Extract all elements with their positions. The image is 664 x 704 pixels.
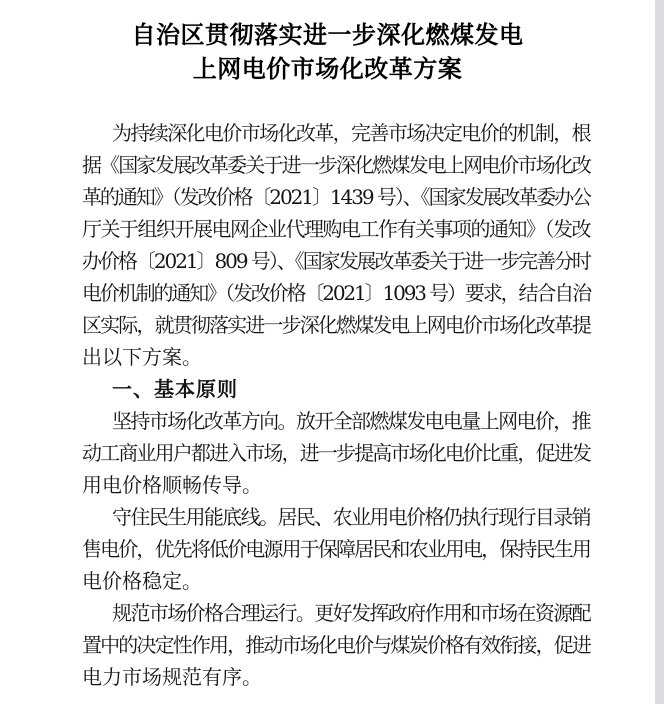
section-heading bbox=[82, 373, 590, 405]
text-line-content: 区实际，就贯彻落实进一步深化燃煤发电上网电价市场化改革提 bbox=[82, 313, 590, 337]
text-line bbox=[82, 277, 590, 309]
text-line bbox=[82, 629, 590, 661]
text-line bbox=[82, 213, 590, 245]
text-line-content: 置中的决定性作用，推动市场化电价与煤炭价格有效衔接，促进 bbox=[82, 633, 590, 657]
text-line bbox=[82, 117, 590, 149]
text-line-content: 一、基本原则 bbox=[112, 377, 238, 401]
text-line bbox=[82, 181, 590, 213]
document-body bbox=[82, 117, 590, 693]
text-line bbox=[82, 437, 590, 469]
text-line bbox=[82, 501, 590, 533]
text-line bbox=[82, 149, 590, 181]
text-line-content: 电力市场规范有序。 bbox=[82, 665, 262, 689]
text-line-content: 为持续深化电价市场化改革，完善市场决定电价的机制，根 bbox=[112, 121, 590, 145]
document-title bbox=[0, 0, 655, 86]
right-gutter bbox=[655, 0, 664, 704]
text-line bbox=[82, 533, 590, 565]
text-line bbox=[82, 405, 590, 437]
text-line bbox=[82, 245, 590, 277]
text-line-content: 办价格〔2021〕809 号）、《国家发展改革委关于进一步完善分时 bbox=[82, 249, 590, 273]
text-line bbox=[82, 469, 590, 501]
text-line-content: 电价格稳定。 bbox=[82, 569, 202, 593]
text-line bbox=[82, 565, 590, 597]
text-line bbox=[82, 661, 590, 693]
text-line-content: 据《国家发展改革委关于进一步深化燃煤发电上网电价市场化改 bbox=[82, 153, 590, 177]
text-line-content: 坚持市场化改革方向。放开全部燃煤发电电量上网电价，推 bbox=[112, 409, 590, 433]
text-line-content: 守住民生用能底线。居民、农业用电价格仍执行现行目录销 bbox=[112, 505, 590, 529]
document-title-line-2: 上网电价市场化改革方案 bbox=[192, 54, 463, 83]
text-line-content: 厅关于组织开展电网企业代理购电工作有关事项的通知》（发改 bbox=[82, 217, 590, 241]
text-line bbox=[82, 341, 590, 373]
text-line-content: 出以下方案。 bbox=[82, 345, 202, 369]
document-title-line-1: 自治区贯彻落实进一步深化燃煤发电 bbox=[131, 20, 524, 49]
text-line-content: 售电价，优先将低价电源用于保障居民和农业用电，保持民生用 bbox=[82, 537, 590, 561]
text-line-content: 革的通知》（发改价格〔2021〕1439 号）、《国家发展改革委办公 bbox=[82, 185, 590, 209]
text-line-content: 动工商业用户都进入市场，进一步提高市场化电价比重，促进发 bbox=[82, 441, 590, 465]
text-line bbox=[82, 597, 590, 629]
text-line-content: 电价机制的通知》（发改价格〔2021〕1093 号）要求，结合自治 bbox=[82, 281, 590, 305]
text-line-content: 用电价格顺畅传导。 bbox=[82, 473, 262, 497]
text-line bbox=[82, 309, 590, 341]
text-line-content: 规范市场价格合理运行。更好发挥政府作用和市场在资源配 bbox=[112, 601, 590, 625]
